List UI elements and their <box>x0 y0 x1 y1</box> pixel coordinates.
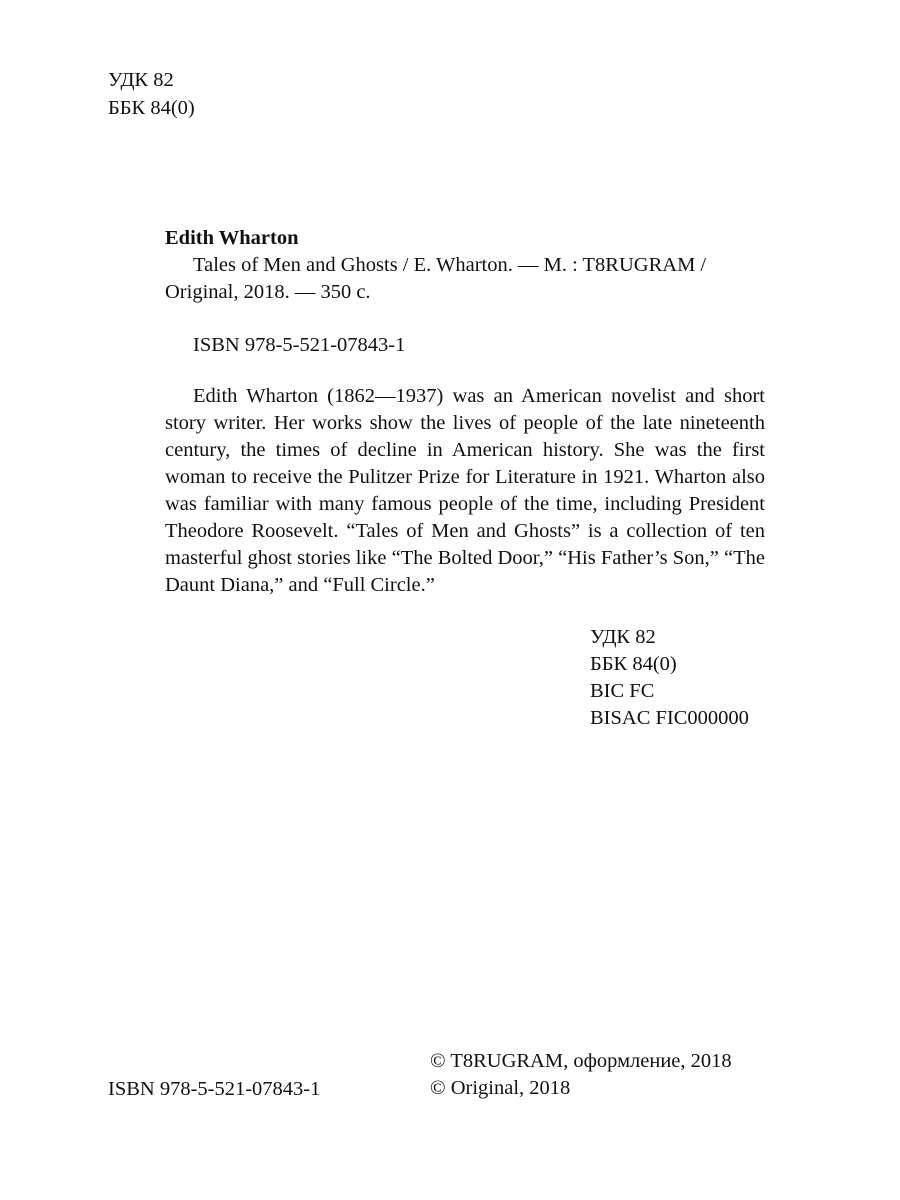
bic-code: BIC FC <box>590 680 655 702</box>
bbk-code-right: ББК 84(0) <box>590 653 677 675</box>
catalog-isbn: ISBN 978-5-521-07843-1 <box>193 334 406 356</box>
description-paragraph: Edith Wharton (1862—1937) was an American novelist and short story writer. Her works show the lives of people of the late nineteenth century, the times of decline in American history. She was the first woman to receive the Pulitzer Prize for Literature in 1921. Wharton also was familiar with many famous people of the time, including President Theodore Roosevelt. “Tales of Men and Ghosts” is a collection of ten masterful ghost stories like “The Bolted Door,” “His Father’s Son,” “The Daunt Diana,” and “Full Circle.” <box>165 385 765 596</box>
copyright-original: © Original, 2018 <box>430 1077 571 1099</box>
publication-line: Original, 2018. — 350 c. <box>165 281 371 303</box>
copyright-block <box>430 1048 732 1102</box>
right-classification-block <box>590 624 749 732</box>
title-line: Tales of Men and Ghosts / E. Wharton. — M. : T8RUGRAM / <box>193 254 707 276</box>
bisac-code: BISAC FIC000000 <box>590 707 749 729</box>
udk-code-right: УДК 82 <box>590 626 656 648</box>
top-classification-block <box>108 66 195 122</box>
bottom-isbn: ISBN 978-5-521-07843-1 <box>108 1078 321 1100</box>
catalog-entry <box>165 225 765 306</box>
copyright-design: © T8RUGRAM, оформление, 2018 <box>430 1050 732 1072</box>
author-name: Edith Wharton <box>165 227 299 249</box>
bbk-code: ББК 84(0) <box>108 97 195 119</box>
udk-code: УДК 82 <box>108 69 174 91</box>
book-description <box>165 383 765 599</box>
